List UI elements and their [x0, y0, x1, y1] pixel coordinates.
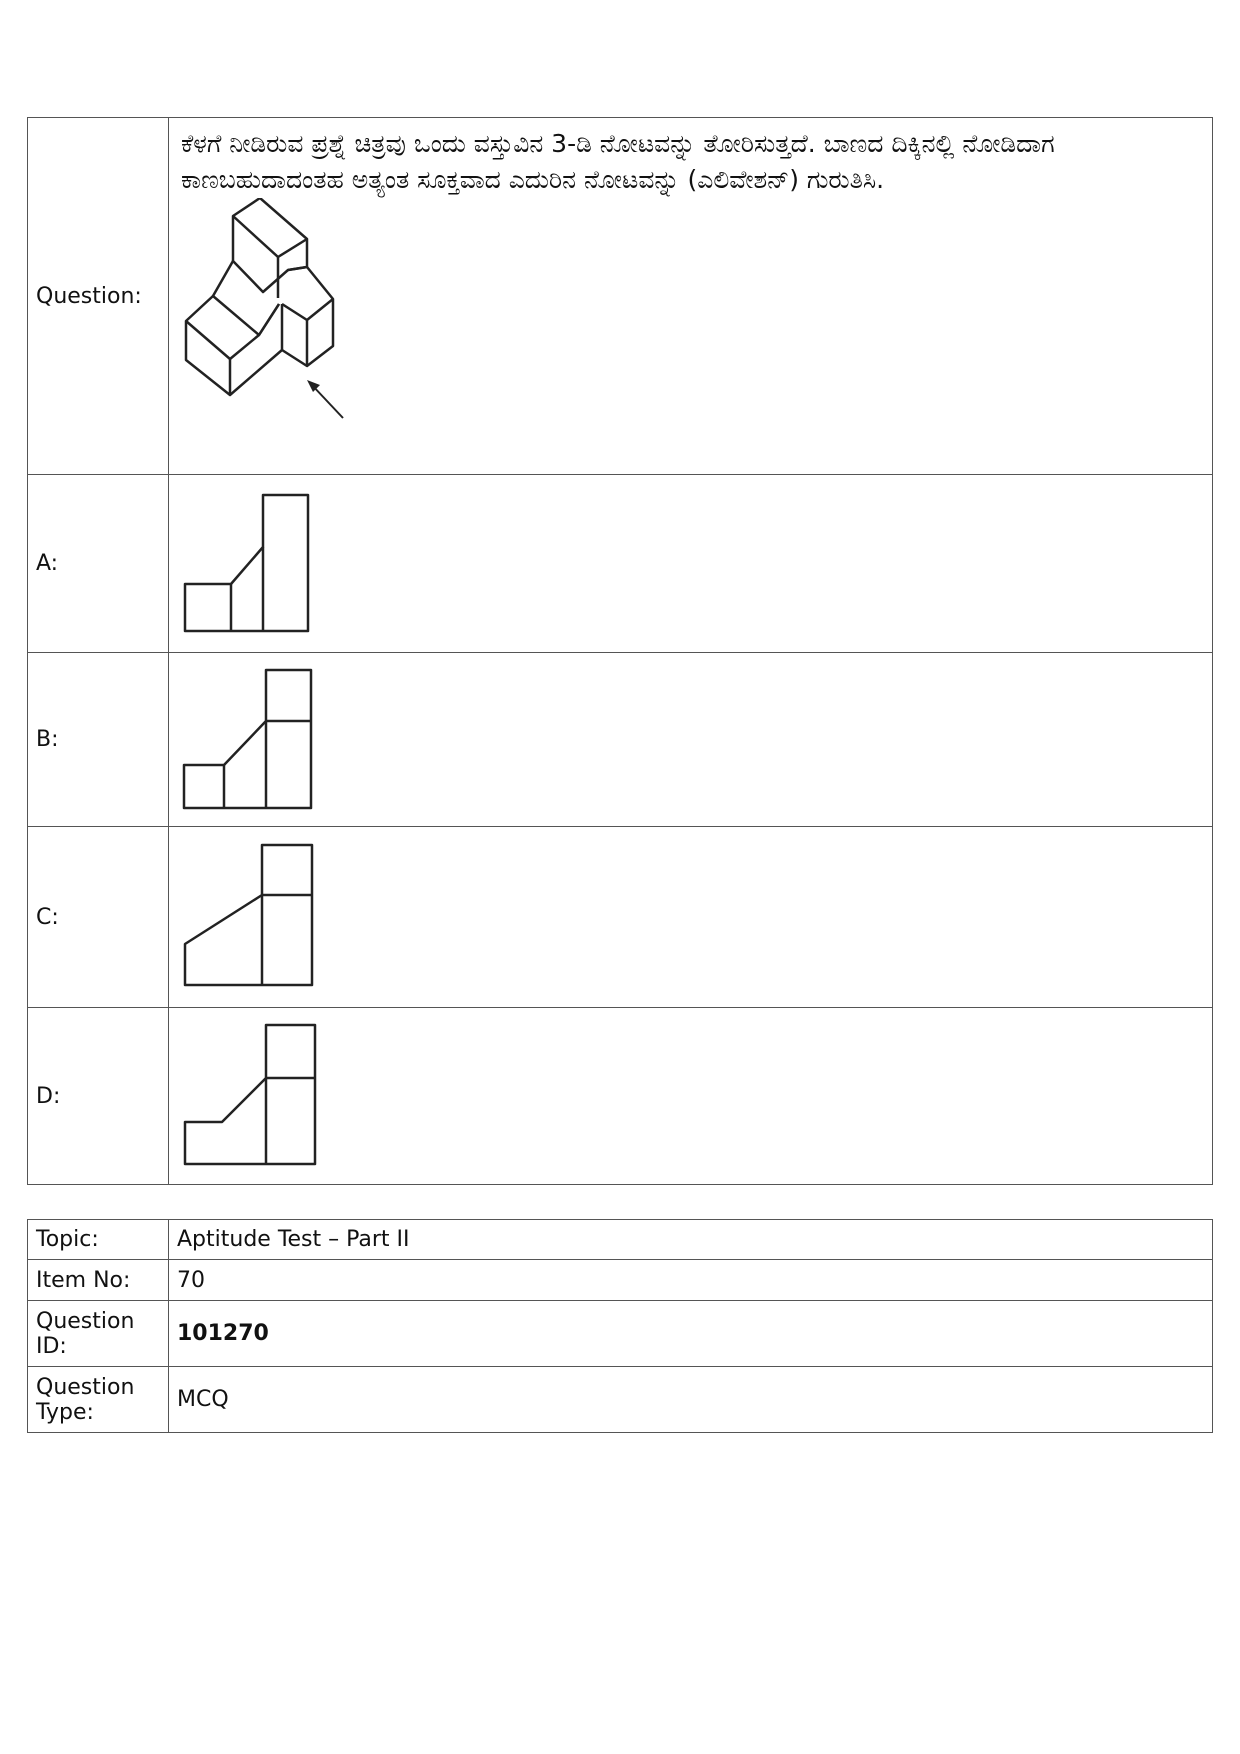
topic-row [28, 1220, 1213, 1260]
option-b-label: B: [28, 653, 169, 827]
option-c-figure[interactable] [181, 842, 331, 992]
option-d-label: D: [28, 1008, 169, 1185]
qtype-value: MCQ [169, 1367, 1213, 1433]
qtype-row [28, 1367, 1213, 1433]
item-value: 70 [169, 1260, 1213, 1301]
option-b-row[interactable] [28, 653, 1213, 827]
question-text: ಕೆಳಗೆ ನೀಡಿರುವ ಪ್ರಶ್ನೆ ಚಿತ್ರವು ಒಂದು ವಸ್ತುವಿನ 3-ಡಿ ನೋಟವನ್ನು ತೋರಿಸುತ್ತದೆ. ಬಾಣದ ದಿಕ್ಕಿನಲ್ಲಿ ನೋಡಿದಾಗ ಕಾಣಬಹುದಾದಂತಹ ಅತ್ಯಂತ ಸೂಕ್ತವಾದ ಎದುರಿನ ನೋಟವನ್ನು (ಎಲಿವೇಶನ್) ಗುರುತಿಸಿ. [181, 129, 1055, 194]
question-row [28, 118, 1213, 475]
option-d-row[interactable] [28, 1008, 1213, 1185]
question-table [27, 117, 1213, 1185]
arrow-icon [307, 380, 343, 418]
question-3d-figure [181, 198, 381, 438]
qtype-label: Question Type: [28, 1367, 169, 1433]
option-c-label: C: [28, 827, 169, 1008]
option-a-row[interactable] [28, 475, 1213, 653]
topic-label: Topic: [28, 1220, 169, 1260]
option-a-label: A: [28, 475, 169, 653]
question-label: Question: [28, 118, 169, 475]
option-d-figure[interactable] [181, 1021, 331, 1171]
item-row [28, 1260, 1213, 1301]
meta-table [27, 1219, 1213, 1433]
option-a-figure[interactable] [181, 489, 331, 639]
item-label: Item No: [28, 1260, 169, 1301]
qid-value: 101270 [169, 1301, 1213, 1367]
topic-value: Aptitude Test – Part II [169, 1220, 1213, 1260]
qid-row [28, 1301, 1213, 1367]
qid-label: Question ID: [28, 1301, 169, 1367]
option-c-row[interactable] [28, 827, 1213, 1008]
option-b-figure[interactable] [181, 665, 331, 815]
